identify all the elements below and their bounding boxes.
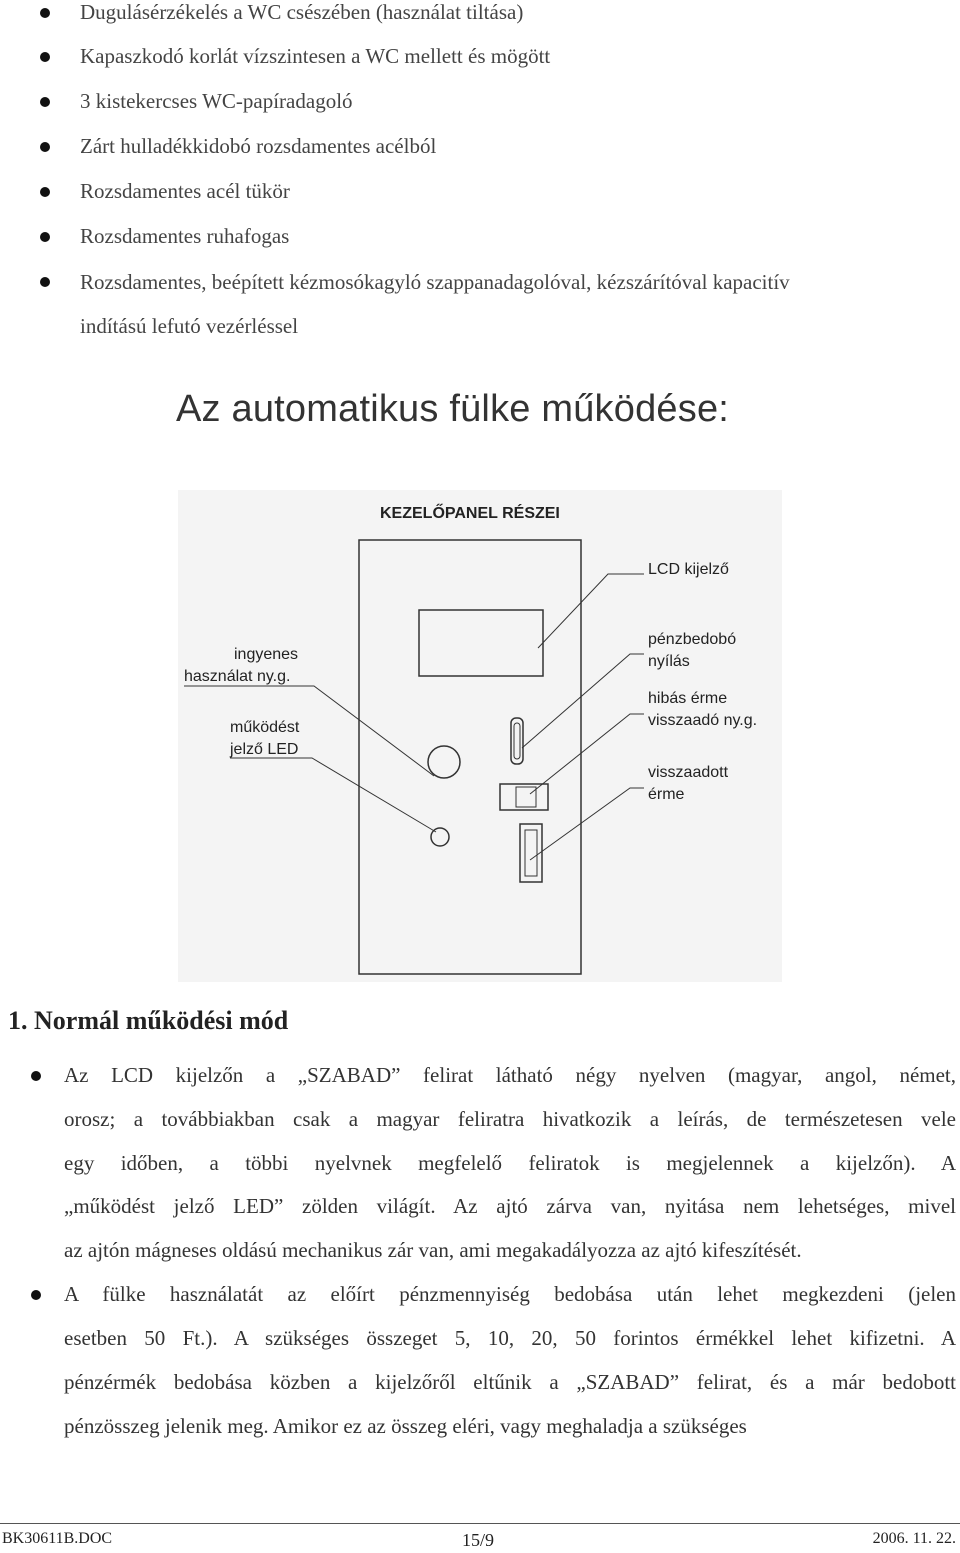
bullet-icon — [40, 277, 50, 287]
label-coin-slot-2: nyílás — [648, 653, 690, 670]
feature-item: Rozsdamentes acél tükör — [80, 179, 290, 203]
label-led-1: működést — [230, 719, 300, 736]
free-use-button-circle — [428, 746, 460, 778]
diagram-title: KEZELŐPANEL RÉSZEI — [380, 505, 560, 522]
feature-item: Rozsdamentes ruhafogas — [80, 224, 290, 248]
bullet-icon — [31, 1071, 41, 1081]
paragraph-line: pénzösszeg jelenik meg. Amikor ez az összeg eléri, vagy meghaladja a szükséges — [64, 1414, 747, 1438]
footer-filename: BK30611B.DOC — [2, 1530, 113, 1547]
footer-page-number: 15/9 — [462, 1530, 495, 1550]
paragraph-line: esetben 50 Ft.). A szükséges összeget 5, 10, 20, 50 forintos érmékkel lehet kifizetni. A — [64, 1326, 956, 1350]
bullet-icon — [40, 142, 50, 152]
paragraph-line: pénzérmék bedobása közben a kijelzőről eltűnik a „SZABAD” felirat, és a már bedobott — [64, 1370, 956, 1394]
label-free-2: használat ny.g. — [184, 668, 291, 685]
reject-button-rect — [500, 784, 548, 810]
feature-item: Zárt hulladékkidobó rozsdamentes acélból — [80, 134, 437, 158]
label-reject-1: hibás érme — [648, 690, 728, 707]
feature-item: Dugulásérzékelés a WC csészében (használat tiltása) — [80, 0, 524, 24]
paragraph-line: az ajtón mágneses oldású mechanikus zár van, ami megakadályozza az ajtó kifeszítését. — [64, 1238, 802, 1262]
page-heading: Az automatikus fülke működése: — [176, 388, 730, 430]
label-returned-2: érme — [648, 786, 685, 803]
control-panel-diagram — [178, 490, 782, 982]
feature-item: Kapaszkodó korlát vízszintesen a WC mellett és mögött — [80, 44, 551, 68]
paragraph-line: A fülke használatát az előírt pénzmennyiség bedobása után lehet megkezdeni (jelen — [64, 1282, 956, 1306]
leader-line-lcd — [538, 574, 644, 648]
feature-item-continuation: indítású lefutó vezérléssel — [80, 314, 299, 338]
label-returned-1: visszaadott — [648, 764, 729, 781]
paragraph-line: orosz; a továbbiakban csak a magyar feliratra hivatkozik a leírás, de természetesen vele — [64, 1107, 956, 1131]
reject-button-inner — [516, 787, 536, 807]
leader-line-led — [230, 758, 436, 832]
coin-slot-inner — [514, 723, 520, 759]
coin-slot-rect — [511, 718, 523, 764]
paragraph-line: Az LCD kijelzőn a „SZABAD” felirat látható négy nyelven (magyar, angol, német, — [64, 1063, 956, 1087]
leader-line-free-use — [184, 686, 434, 776]
paragraph-line: egy időben, a többi nyelvnek megfelelő feliratok is megjelennek a kijelzőn). A — [64, 1151, 956, 1175]
label-reject-2: visszaadó ny.g. — [648, 712, 758, 729]
label-lcd: LCD kijelző — [648, 561, 729, 578]
label-led-2: jelző LED — [230, 741, 299, 758]
label-coin-slot-1: pénzbedobó — [648, 631, 737, 648]
coin-return-rect — [520, 824, 542, 882]
footer-date: 2006. 11. 22. — [872, 1530, 956, 1547]
bullet-icon — [40, 232, 50, 242]
coin-return-inner — [525, 830, 537, 876]
footer-rule — [0, 1523, 960, 1524]
leader-line-returned — [530, 788, 644, 860]
panel-outline — [359, 540, 581, 974]
bullet-icon — [40, 52, 50, 62]
section-title: 1. Normál működési mód — [8, 1006, 289, 1035]
leader-line-coin-slot — [522, 654, 644, 748]
diagram-svg — [178, 490, 782, 982]
bullet-icon — [40, 8, 50, 18]
bullet-icon — [40, 97, 50, 107]
label-free-1: ingyenes — [234, 646, 299, 663]
lcd-display-rect — [419, 610, 543, 676]
paragraph-line: „működést jelző LED” zölden világít. Az ajtó zárva van, nyitása nem lehetséges, mivel — [64, 1194, 956, 1218]
bullet-icon — [31, 1290, 41, 1300]
feature-item: Rozsdamentes, beépített kézmosókagyló szappanadagolóval, kézszárítóval kapacitív — [80, 270, 790, 294]
feature-item: 3 kistekercses WC-papíradagoló — [80, 89, 353, 113]
bullet-icon — [40, 187, 50, 197]
